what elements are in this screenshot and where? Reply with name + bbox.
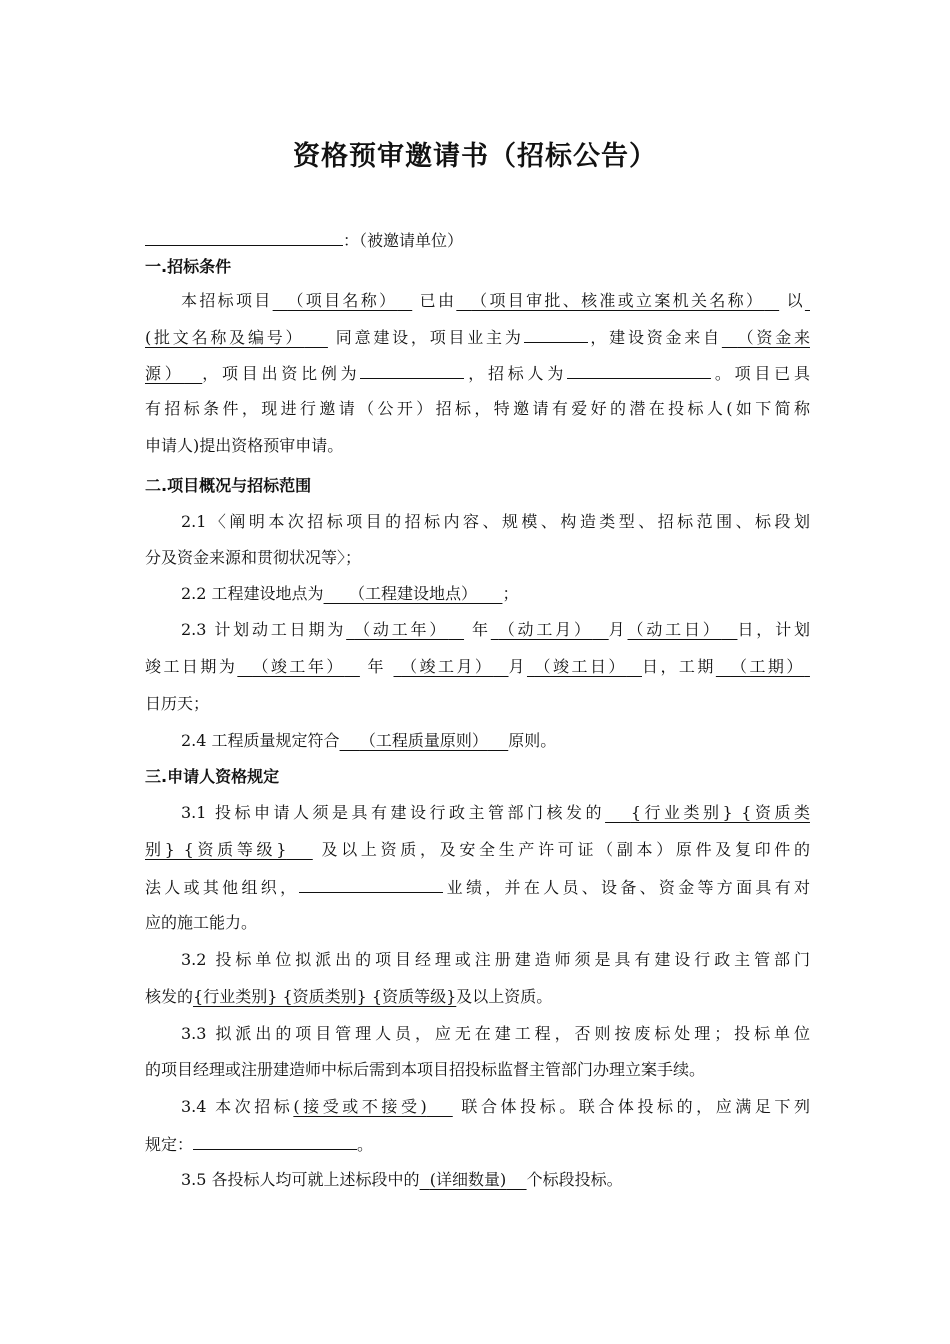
performance-blank: [299, 876, 443, 893]
text: ；: [502, 584, 519, 603]
s2-line-6: 日历天；: [145, 694, 210, 713]
text: 核发的: [145, 987, 194, 1006]
field-text: 源）: [145, 364, 185, 383]
s2-line-3: [181, 583, 810, 605]
text: 3.4 本次招标: [181, 1097, 294, 1116]
start-year-field: [346, 620, 464, 639]
s3-line-7: 3.3 拟派出的项目管理人员，应无在建工程，否则按废标处理；投标单位: [181, 1024, 810, 1043]
duration-field: [716, 657, 810, 676]
text: 竣工日期为: [145, 657, 238, 676]
salutation-suffix: ：（被邀请单位）: [343, 231, 464, 250]
fund-source-field: [722, 328, 810, 347]
text: 2.4 工程质量规定符合: [181, 731, 340, 750]
s3-line-3: [145, 876, 810, 899]
field-text: （动工年）: [354, 620, 449, 639]
text: 。项目已具: [711, 364, 810, 383]
owner-blank: [524, 326, 588, 343]
pm-qualification-field: {行业类别} {资质类别} {资质等级}: [193, 987, 457, 1006]
s1-line-3: [145, 362, 810, 385]
qualification-field-cont: [145, 840, 313, 859]
text: 日，计划: [737, 620, 810, 639]
field-text: （竣工日）: [534, 657, 627, 676]
s3-line-1: [181, 802, 810, 824]
field-text: （动工月）: [498, 620, 593, 639]
field-text: （资金来: [737, 328, 810, 347]
s2-line-5: [145, 656, 810, 678]
field-text: （工程质量原则）: [359, 731, 488, 750]
text: 规定：: [145, 1135, 194, 1154]
field-text: 别} {资质等级}: [145, 840, 287, 859]
invitee-blank: [145, 229, 343, 246]
text: 2.3 计划动工日期为: [181, 620, 347, 639]
s3-line-8: 的项目经理或注册建造师中标后需到本项目招投标监督主管部门办理立案手续。: [145, 1060, 706, 1079]
ratio-blank: [360, 362, 464, 379]
underline-tail: [805, 291, 810, 310]
end-month-field: [394, 657, 509, 676]
s3-line-4: 应的施工能力。: [145, 913, 258, 932]
consortium-field: [293, 1097, 452, 1116]
s1-line-1: [181, 290, 810, 312]
text: 日，工期: [642, 657, 716, 676]
field-text: （项目名称）: [287, 291, 398, 310]
s3-line-10: [145, 1133, 810, 1156]
text: ，项目出资比例为: [202, 364, 361, 383]
text: 及以上资质。: [456, 987, 553, 1006]
s1-line-4: 有招标条件，现进行邀请（公开）招标，特邀请有爱好的潜在投标人(如下简称: [145, 399, 810, 418]
text: 法人或其他组织，: [145, 878, 300, 897]
lot-count-field: [420, 1170, 527, 1189]
end-day-field: [527, 657, 642, 676]
section-2-heading: 二.项目概况与招标范围: [145, 476, 312, 495]
start-day-field: [628, 620, 738, 639]
text: 3.1 投标申请人须是具有建设行政主管部门核发的: [181, 803, 606, 822]
s3-line-9: [181, 1096, 810, 1118]
text: 年: [471, 620, 491, 639]
s2-line-7: [181, 730, 810, 752]
field-text: （竣工月）: [401, 657, 494, 676]
fund-source-field-cont: [145, 364, 202, 383]
text: 原则。: [508, 731, 557, 750]
text: 联合体投标。联合体投标的，应满足下列: [461, 1097, 810, 1116]
requirement-blank: [193, 1133, 357, 1150]
site-field: [324, 584, 503, 603]
s2-line-4: [181, 619, 810, 641]
s2-line-2: 分及资金来源和贯彻状况等〉；: [145, 548, 362, 567]
s2-line-1: 2.1〈阐明本次招标项目的招标内容、规模、构造类型、招标范围、标段划: [181, 512, 810, 531]
text: 已由: [419, 291, 457, 310]
text: 本招标项目: [181, 291, 273, 310]
text: 及以上资质，及安全生产许可证（副本）原件及复印件的: [321, 840, 810, 859]
field-text: （竣工年）: [252, 657, 345, 676]
text: 月: [608, 620, 628, 639]
text: 以: [786, 291, 805, 310]
qualification-field: [605, 803, 810, 822]
end-year-field: [237, 657, 360, 676]
project-name-field: [273, 291, 413, 310]
field-text: {行业类别} {资质类: [630, 803, 810, 822]
salutation-line: [145, 229, 810, 252]
underline-pad: [304, 328, 328, 347]
text: 同意建设，项目业主为: [335, 328, 524, 347]
field-text: （项目审批、核准或立案机关名称）: [471, 291, 765, 310]
s1-line-2: [145, 326, 810, 349]
approval-doc-field: (批文名称及编号）: [145, 328, 305, 347]
text: 年: [367, 657, 386, 676]
tenderer-blank: [567, 362, 711, 379]
text: ，招标人为: [464, 364, 568, 383]
field-text: （工期）: [730, 657, 805, 676]
document-title: 资格预审邀请书（招标公告）: [293, 141, 657, 172]
s3-line-11: [181, 1169, 810, 1191]
field-text: （工程建设地点）: [348, 584, 477, 603]
text: 月: [508, 657, 527, 676]
text: 业绩，并在人员、设备、资金等方面具有对: [443, 878, 810, 897]
s3-line-2: [145, 839, 810, 861]
text: 2.2 工程建设地点为: [181, 584, 324, 603]
s3-line-5: 3.2 投标单位拟派出的项目经理或注册建造师须是具有建设行政主管部门: [181, 950, 810, 969]
text: 3.5 各投标人均可就上述标段中的: [181, 1170, 420, 1189]
quality-field: [340, 731, 509, 750]
text: 个标段投标。: [526, 1170, 623, 1189]
field-text: (详细数量): [429, 1170, 507, 1189]
text: 。: [357, 1135, 374, 1154]
approval-authority-field: [456, 291, 779, 310]
section-3-heading: 三.申请人资格规定: [145, 767, 280, 786]
section-1-heading: 一.招标条件: [145, 257, 232, 276]
field-text: (接受或不接受): [293, 1097, 427, 1116]
field-text: （动工日）: [627, 620, 722, 639]
s3-line-6: [145, 986, 810, 1008]
start-month-field: [491, 620, 609, 639]
s1-line-5: 申请人)提出资格预审申请。: [145, 436, 344, 455]
text: ，建设资金来自: [587, 328, 722, 347]
